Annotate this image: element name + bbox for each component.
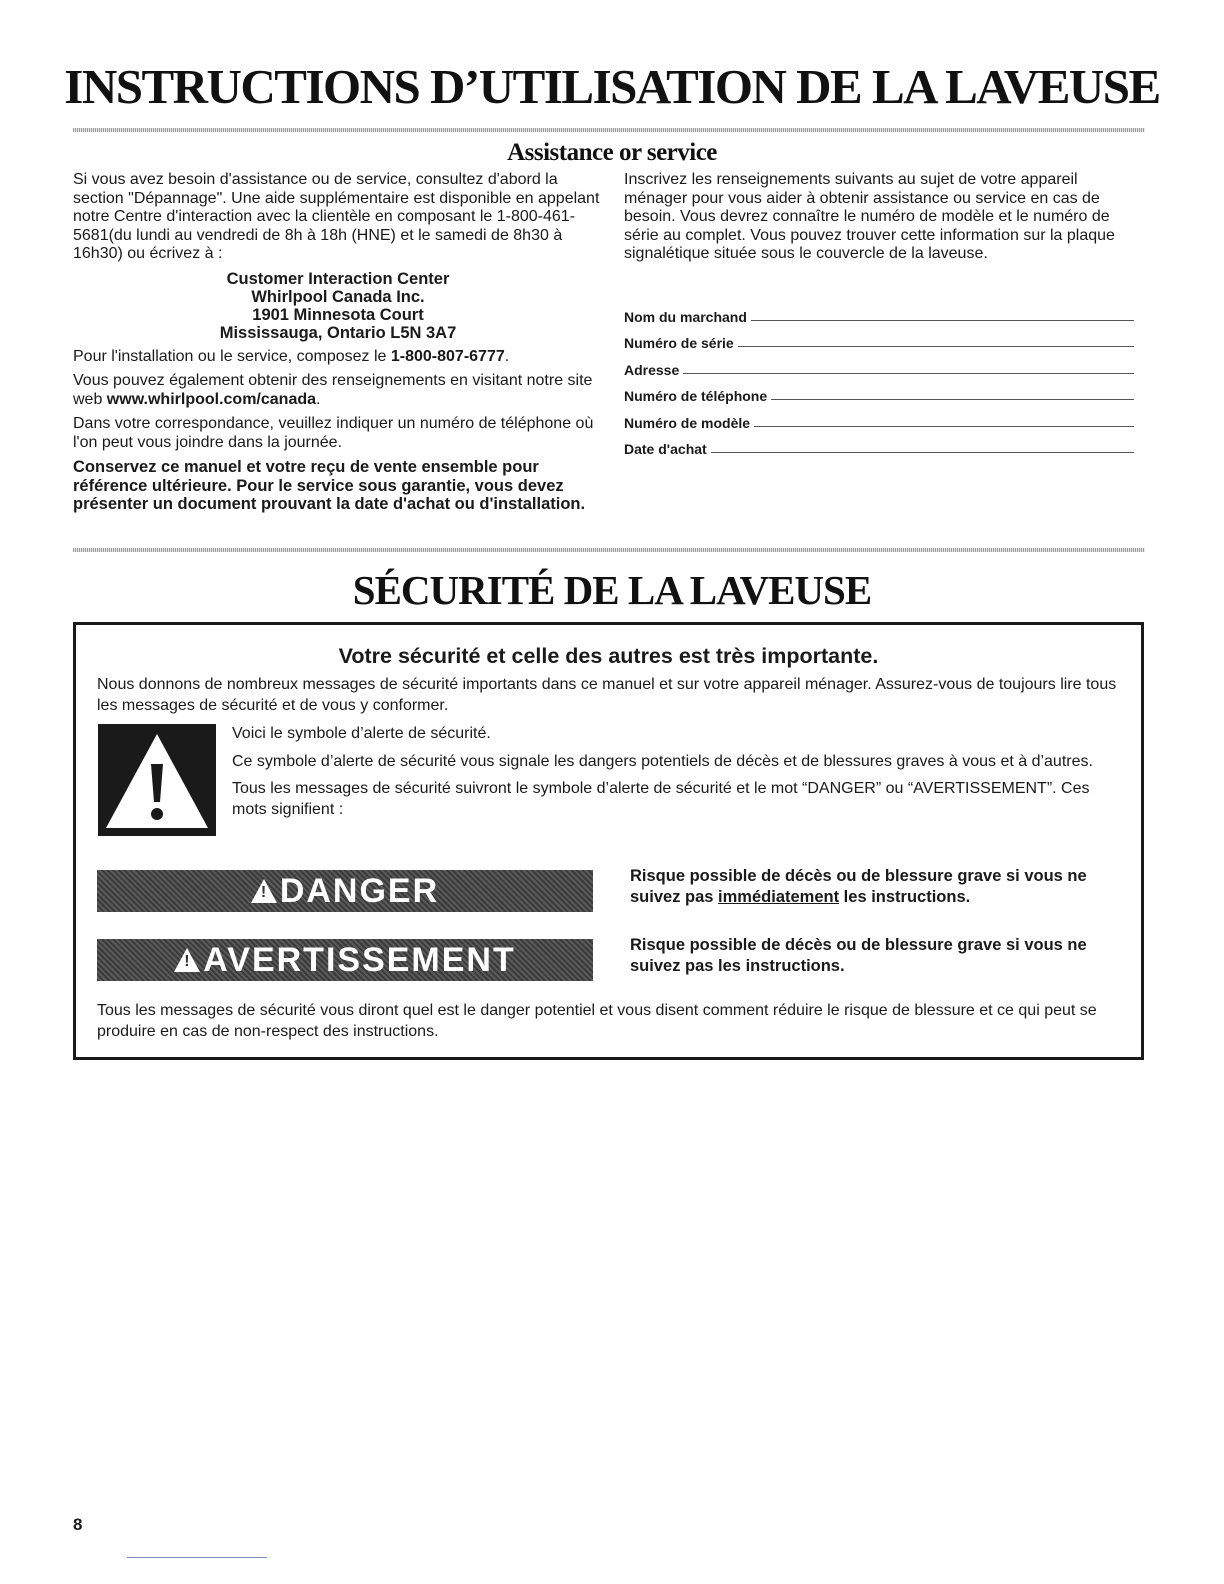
install-suffix: .	[504, 347, 510, 365]
install-prefix: Pour l'installation ou le service, composez le	[73, 347, 391, 365]
alert-text: Voici le symbole d’alerte de sécurité.	[232, 725, 491, 742]
warning-signal-banner	[97, 939, 593, 981]
field-label: Numéro de téléphone	[624, 388, 768, 404]
field-dealer-name[interactable]	[624, 298, 1134, 325]
safety-box-heading: Votre sécurité et celle des autres est très importante.	[338, 644, 879, 668]
danger-desc-suffix: les instructions.	[839, 888, 971, 906]
record-info-intro: Inscrivez les renseignements suivants au sujet de votre appareil ménager pour vous aider à obtenir assistance ou service en cas de besoin. Vous devrez connaître le numéro de modèle et le numéro de série au complet. Vous pouvez trouver cette information sur la plaque signalétique située sous le couvercle de la laveuse.	[624, 171, 1115, 262]
field-line	[711, 452, 1134, 453]
warning-triangle-icon	[174, 948, 200, 972]
field-label: Date d'achat	[624, 441, 707, 457]
install-phone: 1-800-807-6777	[390, 347, 505, 365]
web-prefix: Vous pouvez également obtenir des renseignements en visitant notre site web	[73, 372, 593, 408]
field-line	[771, 399, 1134, 400]
warning-label: AVERTISSEMENT	[203, 940, 516, 979]
field-address[interactable]	[624, 351, 1134, 378]
assistance-intro: Si vous avez besoin d'assistance ou de service, consultez d'abord la section "Dépannage". Une aide supplémentaire est disponible en appelant notre Centre d'interaction avec la clientèle en composant le 1-800-461-5681(du lundi au vendredi de 8h à 18h (HNE) et le samedi de 8h30 à 16h30) ou écrivez à :	[73, 171, 600, 262]
field-label: Numéro de série	[624, 335, 734, 351]
correspondence-text: Dans votre correspondance, veuillez indiquer un numéro de téléphone où l'on peut vous joindre dans la journée.	[73, 415, 594, 451]
assistance-left-column	[73, 171, 603, 520]
address-line: 1901 Minnesota Court	[252, 305, 424, 324]
safety-heading: SÉCURITÉ DE LA LAVEUSE	[352, 567, 872, 613]
website-link[interactable]: www.whirlpool.com/canada	[106, 390, 317, 408]
field-line	[751, 320, 1134, 321]
field-line	[738, 346, 1134, 347]
web-suffix: .	[316, 390, 321, 408]
address-line: Customer Interaction Center	[226, 269, 450, 288]
alert-text: Ce symbole d’alerte de sécurité vous signale les dangers potentiels de décès et de blessures graves à vous et à d’autres.	[232, 752, 1093, 770]
alert-text: Tous les messages de sécurité suivront le symbole d’alerte de sécurité et le mot “DANGER” ou “AVERTISSEMENT”. Ces mots signifient :	[232, 780, 1090, 818]
page-number: 8	[73, 1515, 83, 1534]
page-title: INSTRUCTIONS D’UTILISATION DE LA LAVEUSE	[64, 59, 1160, 114]
divider-middle	[73, 548, 1145, 552]
address-line: Mississauga, Ontario L5N 3A7	[219, 323, 457, 342]
danger-desc-prefix: Risque possible de décès ou de blessure grave si vous ne suivez pas	[630, 867, 1087, 906]
mailing-address	[73, 270, 603, 342]
field-phone-number[interactable]	[624, 378, 1134, 405]
field-line	[754, 426, 1134, 427]
alert-explanations	[232, 724, 1112, 827]
record-fields	[624, 298, 1134, 457]
danger-signal-banner	[97, 870, 593, 912]
danger-desc-emphasis: immédiatement	[718, 888, 840, 906]
website-text	[73, 372, 603, 409]
safety-alert-triangle-icon	[98, 724, 216, 836]
field-serial-number[interactable]	[624, 325, 1134, 352]
field-label: Numéro de modèle	[624, 414, 751, 431]
assistance-right-column	[624, 171, 1136, 264]
warning-description: Risque possible de décès ou de blessure grave si vous ne suivez pas les instructions.	[630, 936, 1087, 975]
warning-triangle-icon	[251, 879, 277, 903]
field-model-number[interactable]	[624, 404, 1134, 431]
danger-description	[630, 866, 1130, 908]
field-purchase-date[interactable]	[624, 431, 1134, 458]
safety-intro: Nous donnons de nombreux messages de sécurité importants dans ce manuel et sur votre appareil ménager. Assurez-vous de toujours lire tous les messages de sécurité et de vous y conformer.	[97, 676, 1117, 714]
safety-footer: Tous les messages de sécurité vous diront quel est le danger potentiel et vous disent comment réduire le risque de blessure et ce qui peut se produire en cas de non-respect des instructions.	[97, 1002, 1097, 1040]
field-label: Adresse	[624, 361, 680, 378]
danger-label: DANGER	[279, 871, 440, 910]
assistance-heading: Assistance or service	[507, 139, 717, 166]
safety-box	[73, 622, 1144, 1060]
install-service-text	[73, 348, 603, 367]
keep-manual-note: Conservez ce manuel et votre reçu de vente ensemble pour référence ultérieure. Pour le service sous garantie, vous devez présenter un document prouvant la date d'achat ou d'installation.	[73, 458, 586, 513]
field-label: Nom du marchand	[624, 308, 747, 325]
divider-top	[73, 128, 1145, 132]
footer-line	[127, 1557, 267, 1558]
field-line	[683, 373, 1134, 374]
address-line: Whirlpool Canada Inc.	[251, 287, 425, 306]
